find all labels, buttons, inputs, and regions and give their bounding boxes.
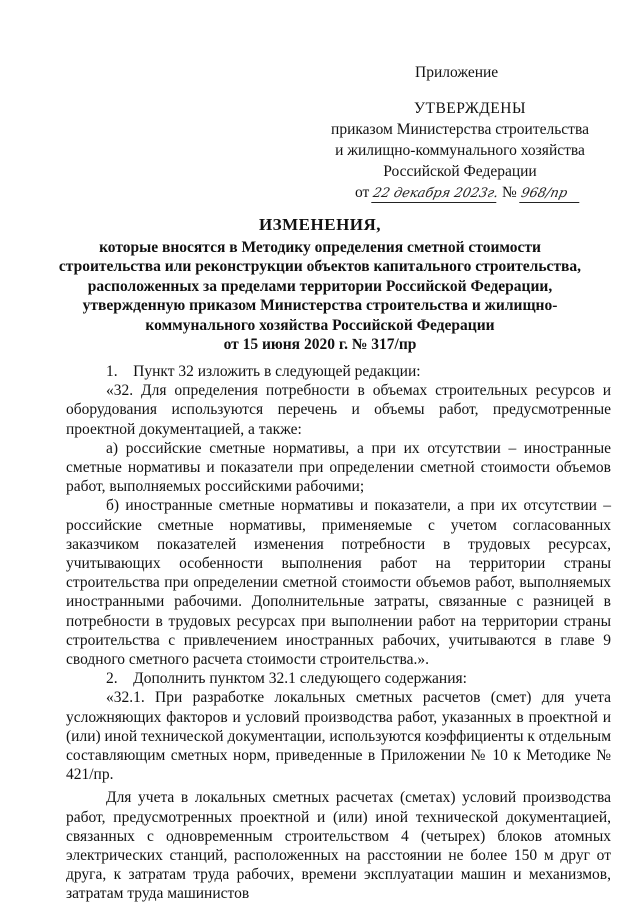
paragraph-item-2: 2. Дополнить пунктом 32.1 следующего содержания: bbox=[106, 670, 467, 688]
paragraph-item-1: 1. Пункт 32 изложить в следующей редакции: bbox=[106, 363, 421, 380]
appendix-label: Приложение bbox=[415, 64, 499, 81]
number-label: № bbox=[501, 184, 517, 201]
title-line-4: утвержденную приказом Министерства строительства и жилищно- bbox=[82, 297, 558, 314]
approval-block bbox=[330, 62, 590, 203]
title-line-6: от 15 июня 2020 г. № 317/пр bbox=[223, 336, 417, 353]
approved-label: УТВЕРЖДЕНЫ bbox=[414, 100, 526, 117]
order-line-3: Российской Федерации bbox=[383, 163, 537, 180]
order-line-1: приказом Министерства строительства bbox=[331, 121, 589, 138]
title-main: ИЗМЕНЕНИЯ, bbox=[258, 215, 382, 234]
title-line-3: расположенных за пределами территории Российской Федерации, bbox=[87, 277, 553, 295]
paragraph-32-b: б) иностранные сметные нормативы и показатели, а при их отсутствии – российские сметные нормативы, применяемые с учетом согласованных заказчиком показателей изменения потребности в трудовых ресурсах, учитывающих особенности выполнения работ на территории страны строительства при определении сметной стоимости объемов работ, выполняемых иностранными рабочими. Дополнительные затраты, связанные с разницей в потребности в трудовых ресурсах при выполнении работ на территории страны строительства с привлечением иностранных рабочих, учитываются в главе 9 сводного сметного расчета стоимости строительства.». bbox=[66, 497, 611, 669]
handwritten-date: 22 декабря 2023г. bbox=[371, 186, 500, 201]
paragraph-32-a: а) российские сметные нормативы, а при их отсутствии – иностранные сметные нормативы и показатели при определении сметной стоимости объемов работ, выполняемых российскими рабочими; bbox=[66, 439, 611, 496]
from-label: от bbox=[355, 184, 370, 201]
paragraph-32-1-cont: Для учета в локальных сметных расчетах (сметах) условий производства работ, предусмотренных проектной и (или) иной технической документацией, связанных с одновременным строительством 4 (четырех) блоков атомных электрических станций, расположенных на расстоянии не более 150 м друг от друга, к затратам труда рабочих, времени эксплуатации машин и механизмов, затратам труда машинистов bbox=[66, 789, 611, 903]
document-body bbox=[66, 362, 611, 904]
title-line-2: строительства или реконструкции объектов капитального строительства, bbox=[58, 258, 582, 275]
paragraph-32-1: «32.1. При разработке локальных сметных расчетов (смет) для учета усложняющих факторов и условий производства работ, указанных в проектной и (или) иной технической документации, используются коэффициенты к отдельным составляющим сметных норм, приведенные в Приложении № 10 к Методике № 421/пр. bbox=[66, 689, 611, 784]
document-title bbox=[40, 215, 600, 355]
title-line-1: которые вносятся в Методику определения сметной стоимости bbox=[99, 238, 541, 256]
paragraph-32: «32. Для определения потребности в объемах строительных ресурсов и оборудования используются перечень и объемы работ, предусмотренные проектной документацией, а также: bbox=[66, 382, 611, 438]
order-date-number-line bbox=[330, 182, 590, 203]
title-line-5: коммунального хозяйства Российской Федерации bbox=[145, 316, 495, 334]
order-line-2: и жилищно-коммунального хозяйства bbox=[335, 142, 585, 159]
handwritten-number: 968/пр bbox=[519, 186, 583, 203]
